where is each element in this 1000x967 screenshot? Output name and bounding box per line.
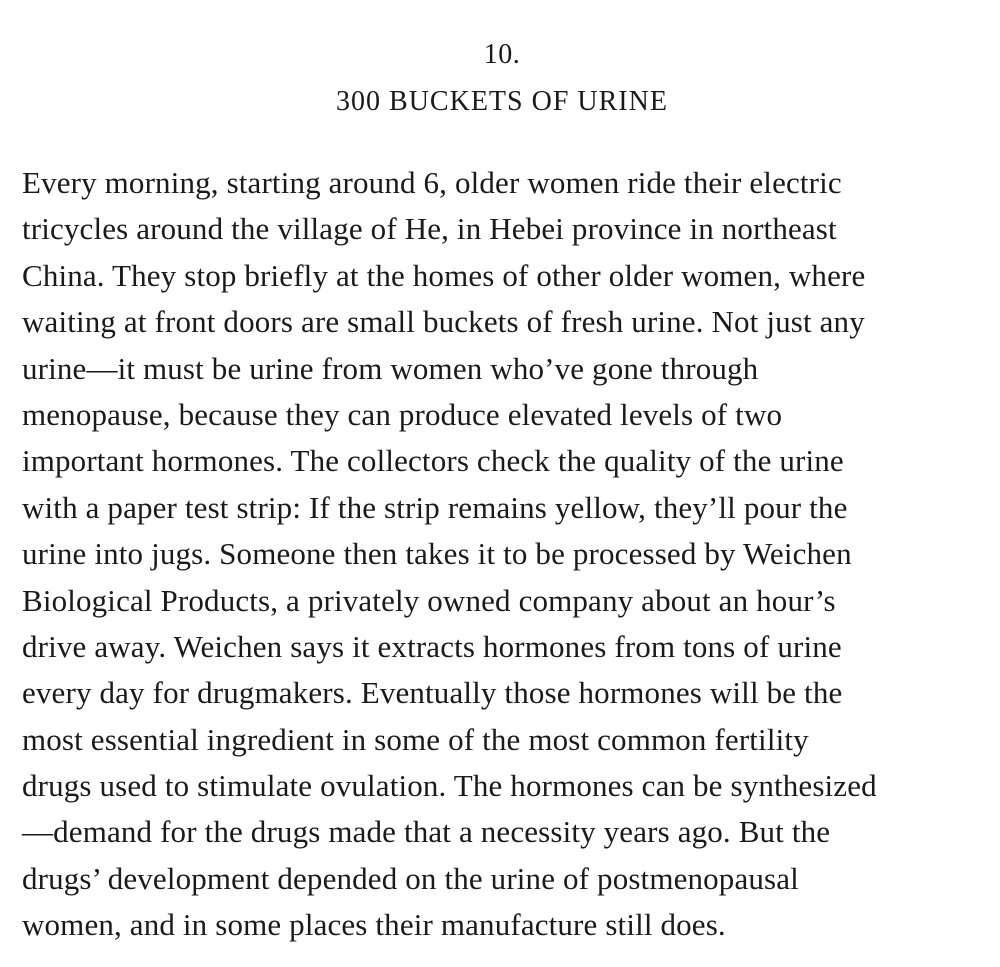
paragraph-line: Biological Products, a privately owned company about an hour’s <box>22 582 836 618</box>
chapter-number: 10. <box>483 39 521 70</box>
paragraph-line: women, and in some places their manufacture still does. <box>22 907 726 943</box>
chapter-title: 300 BUCKETS OF URINE <box>336 86 668 117</box>
paragraph-line: Every morning, starting around 6, older women ride their electric <box>22 165 842 200</box>
paragraph-line: most essential ingredient in some of the most common fertility <box>22 721 809 757</box>
paragraph-line: urine—it must be urine from women who’ve gone through <box>22 350 759 386</box>
paragraph-line: drugs’ development depended on the urine of postmenopausal <box>22 860 799 896</box>
paragraph-line: important hormones. The collectors check the quality of the urine <box>22 443 844 479</box>
paragraph-line: waiting at front doors are small buckets of fresh urine. Not just any <box>22 304 865 340</box>
article-paragraph <box>22 160 992 949</box>
paragraph-line: China. They stop briefly at the homes of other older women, where <box>22 257 866 293</box>
paragraph-line: drugs used to stimulate ovulation. The hormones can be synthesized <box>22 768 877 804</box>
paragraph-line: urine into jugs. Someone then takes it to be processed by Weichen <box>22 536 852 572</box>
paragraph-line: tricycles around the village of He, in Hebei province in northeast <box>22 211 837 247</box>
paragraph-line: with a paper test strip: If the strip remains yellow, they’ll pour the <box>22 489 848 525</box>
paragraph-line: drive away. Weichen says it extracts hormones from tons of urine <box>22 628 842 664</box>
paragraph-line: every day for drugmakers. Eventually those hormones will be the <box>22 675 843 711</box>
paragraph-line: —demand for the drugs made that a necessity years ago. But the <box>22 814 831 850</box>
paragraph-line: menopause, because they can produce elevated levels of two <box>22 396 783 432</box>
